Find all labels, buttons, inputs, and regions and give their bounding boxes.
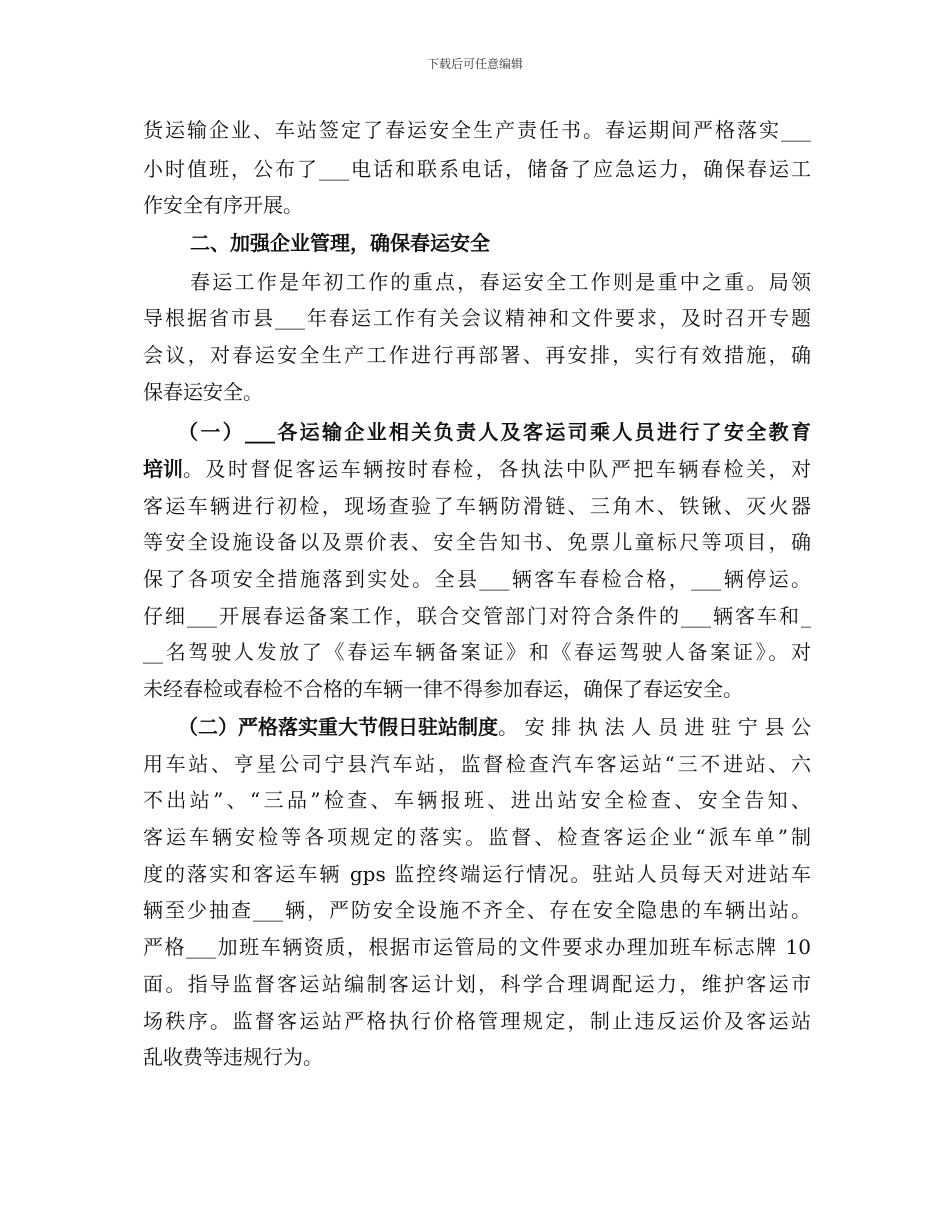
paragraph-line: 导根据省市县___年春运工作有关会议精神和文件要求，及时召开专题 xyxy=(143,306,811,330)
paragraph-line: 场秩序。监督客运站严格执行价格管理规定，制止违反运价及客运站 xyxy=(143,1009,811,1033)
paragraph-text: 。及时督促客运车辆按时春检，各执法中队严把车辆春检关，对 xyxy=(183,457,811,481)
page-header: 下载后可任意编辑 xyxy=(426,57,523,71)
paragraph-line-mixed xyxy=(143,456,811,482)
section-heading: 二、加强企业管理，确保春运安全 xyxy=(190,231,490,255)
subsection-title: （二）严格落实重大节假日驻站制度 xyxy=(178,715,498,739)
paragraph-line: 度的落实和客运车辆 gps 监控终端运行情况。驻站人员每天对进站车 xyxy=(143,862,811,886)
paragraph-line: 不出站”、“三品”检查、车辆报班、进出站安全检查、安全告知、 xyxy=(143,788,811,812)
paragraph-line: 作安全有序开展。 xyxy=(143,193,303,217)
subsection-title: （一）___各运输企业相关负责人及客运司乘人员进行了安全教育 xyxy=(178,420,811,444)
paragraph-line: 仔细___开展春运备案工作，联合交管部门对符合条件的___辆客车和_ xyxy=(143,604,811,628)
paragraph-line: 保了各项安全措施落到实处。全县___辆客车春检合格，___辆停运。 xyxy=(143,567,811,591)
paragraph-line-mixed xyxy=(178,714,811,740)
paragraph-line: 用车站、亨星公司宁县汽车站，监督检查汽车客运站“三不进站、六 xyxy=(143,752,811,776)
paragraph-line: 客运车辆进行初检，现场查验了车辆防滑链、三角木、铁锹、灭火器 xyxy=(143,494,811,518)
paragraph-line: 乱收费等违规行为。 xyxy=(143,1045,323,1069)
paragraph-text: 。安排执法人员进驻宁县公 xyxy=(498,715,811,739)
paragraph-line: 春运工作是年初工作的重点，春运安全工作则是重中之重。局领 xyxy=(190,270,811,294)
paragraph-line: __名驾驶人发放了《春运车辆备案证》和《春运驾驶人备案证》。对 xyxy=(143,640,811,664)
paragraph-line: 保春运安全。 xyxy=(143,380,263,404)
paragraph-line: 货运输企业、车站签定了春运安全生产责任书。春运期间严格落实___ xyxy=(143,118,811,142)
paragraph-line: 客运车辆安检等各项规定的落实。监督、检查客运企业“派车单”制 xyxy=(143,825,811,849)
paragraph-line: 严格___加班车辆资质，根据市运管局的文件要求办理加班车标志牌 10 xyxy=(143,935,811,959)
paragraph-line: 未经春检或春检不合格的车辆一律不得参加春运，确保了春运安全。 xyxy=(143,677,743,701)
paragraph-line: 辆至少抽查___辆，严防安全设施不齐全、存在安全隐患的车辆出站。 xyxy=(143,898,811,922)
subsection-title-end: 培训 xyxy=(143,457,183,481)
paragraph-line: 面。指导监督客运站编制客运计划，科学合理调配运力，维护客运市 xyxy=(143,972,811,996)
paragraph-line: 会议，对春运安全生产工作进行再部署、再安排，实行有效措施，确 xyxy=(143,343,811,367)
paragraph-line: 小时值班，公布了___电话和联系电话，储备了应急运力，确保春运工 xyxy=(143,157,811,181)
paragraph-line: 等安全设施设备以及票价表、安全告知书、免票儿童标尺等项目，确 xyxy=(143,530,811,554)
